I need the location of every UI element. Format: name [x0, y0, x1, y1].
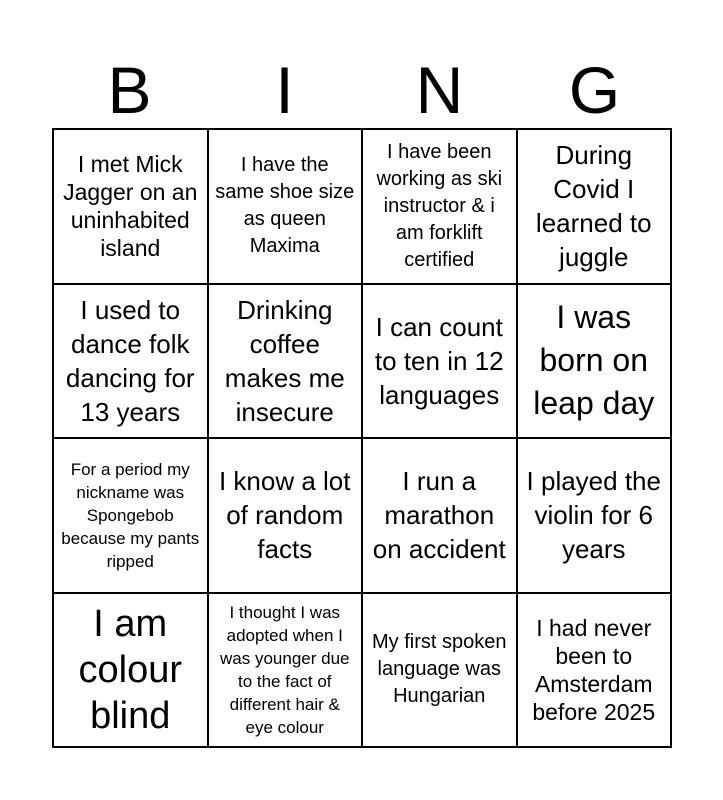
cell-text: I was born on leap day — [533, 299, 655, 422]
bingo-cell[interactable] — [518, 130, 673, 285]
bingo-cell[interactable] — [209, 594, 364, 749]
bingo-cell[interactable] — [54, 130, 209, 285]
cell-text: I run a marathon on accident — [372, 466, 506, 565]
bingo-cell[interactable] — [209, 130, 364, 285]
cell-text: I am colour blind — [78, 602, 182, 737]
header-letter-g: G — [568, 53, 621, 127]
header-letter-b: B — [107, 53, 152, 127]
bingo-cell[interactable] — [209, 285, 364, 440]
cell-text: I have the same shoe size as queen Maxima — [215, 154, 355, 258]
bingo-cell[interactable] — [363, 594, 518, 749]
bingo-cell[interactable] — [54, 285, 209, 440]
bingo-grid — [52, 128, 672, 748]
bingo-cell[interactable] — [54, 594, 209, 749]
cell-text: I played the violin for 6 years — [526, 466, 661, 565]
header-letter-i: I — [275, 53, 294, 127]
bingo-cell[interactable] — [518, 594, 673, 749]
cell-text: Drinking coffee makes me insecure — [224, 294, 345, 427]
bingo-cell[interactable] — [363, 439, 518, 594]
cell-text: I have been working as ski instructor & i am forklift certified — [376, 140, 503, 271]
cell-text: I met Mick Jagger on an uninhabited island — [63, 151, 198, 262]
bingo-cell[interactable] — [209, 439, 364, 594]
bingo-cell[interactable] — [518, 285, 673, 440]
cell-text: I can count to ten in 12 languages — [374, 311, 504, 410]
header-letter-n: N — [415, 53, 464, 127]
cell-text: I know a lot of random facts — [218, 466, 351, 565]
cell-text: During Covid I learned to juggle — [535, 140, 652, 273]
bingo-cell[interactable] — [518, 439, 673, 594]
bingo-cell[interactable] — [54, 439, 209, 594]
cell-text: I had never been to Amsterdam before 2025 — [532, 614, 656, 725]
bingo-cell[interactable] — [363, 130, 518, 285]
cell-text: I thought I was adopted when I was younger due to the fact of different hair & eye colour — [220, 602, 350, 737]
cell-text: I used to dance folk dancing for 13 years — [65, 294, 195, 427]
bingo-cell[interactable] — [363, 285, 518, 440]
bingo-header — [52, 52, 672, 128]
cell-text: For a period my nickname was Spongebob because my pants ripped — [61, 459, 200, 571]
cell-text: My first spoken language was Hungarian — [372, 631, 507, 708]
